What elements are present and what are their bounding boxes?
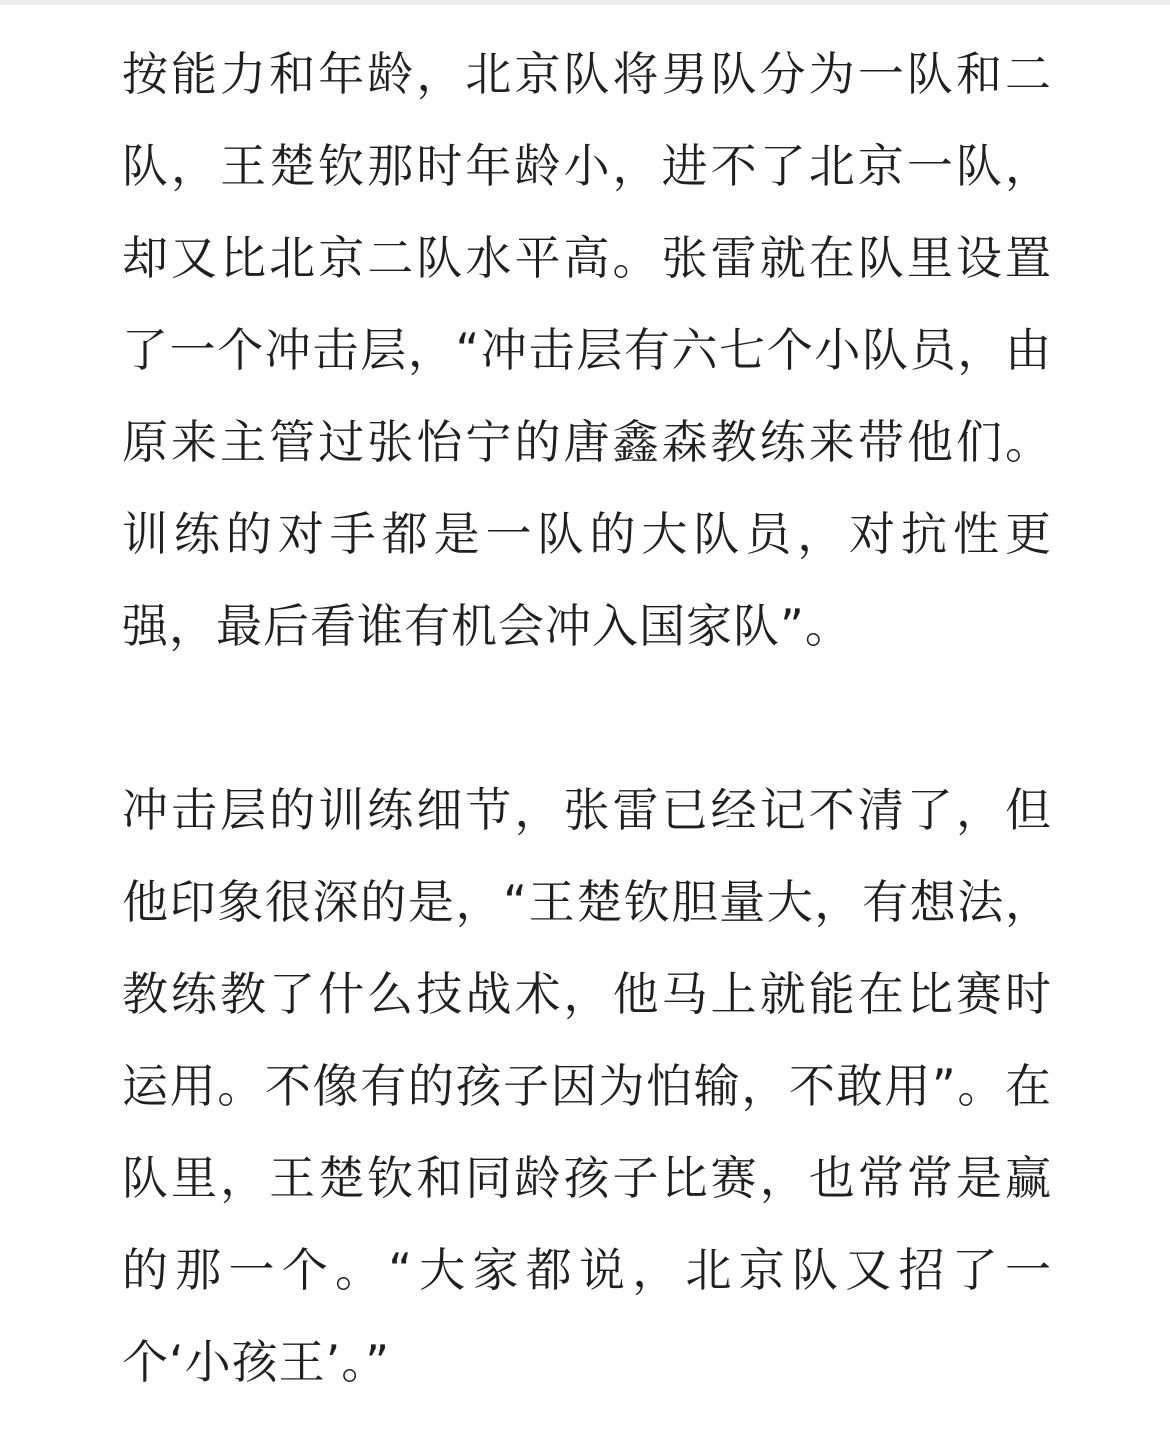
- paragraph-1: 按能力和年龄，北京队将男队分为一队和二队，王楚钦那时年龄小，进不了北京一队，却又比北京二队水平高。张雷就在队里设置了一个冲击层，“冲击层有六七个小队员，由原来主管过张怡宁的唐鑫森教练来带他们。训练的对手都是一队的大队员，对抗性更强，最后看谁有机会冲入国家队”。: [122, 47, 1052, 653]
- top-divider: [0, 0, 1170, 5]
- paragraph-2: 冲击层的训练细节，张雷已经记不清了，但他印象很深的是，“王楚钦胆量大，有想法，教练教了什么技战术，他马上就能在比赛时运用。不像有的孩子因为怕输，不敢用”。在队里，王楚钦和同龄孩子比赛，也常常是赢的那一个。“大家都说，北京队又招了一个‘小孩王’。”: [122, 783, 1052, 1389]
- article-body: [122, 28, 1052, 1408]
